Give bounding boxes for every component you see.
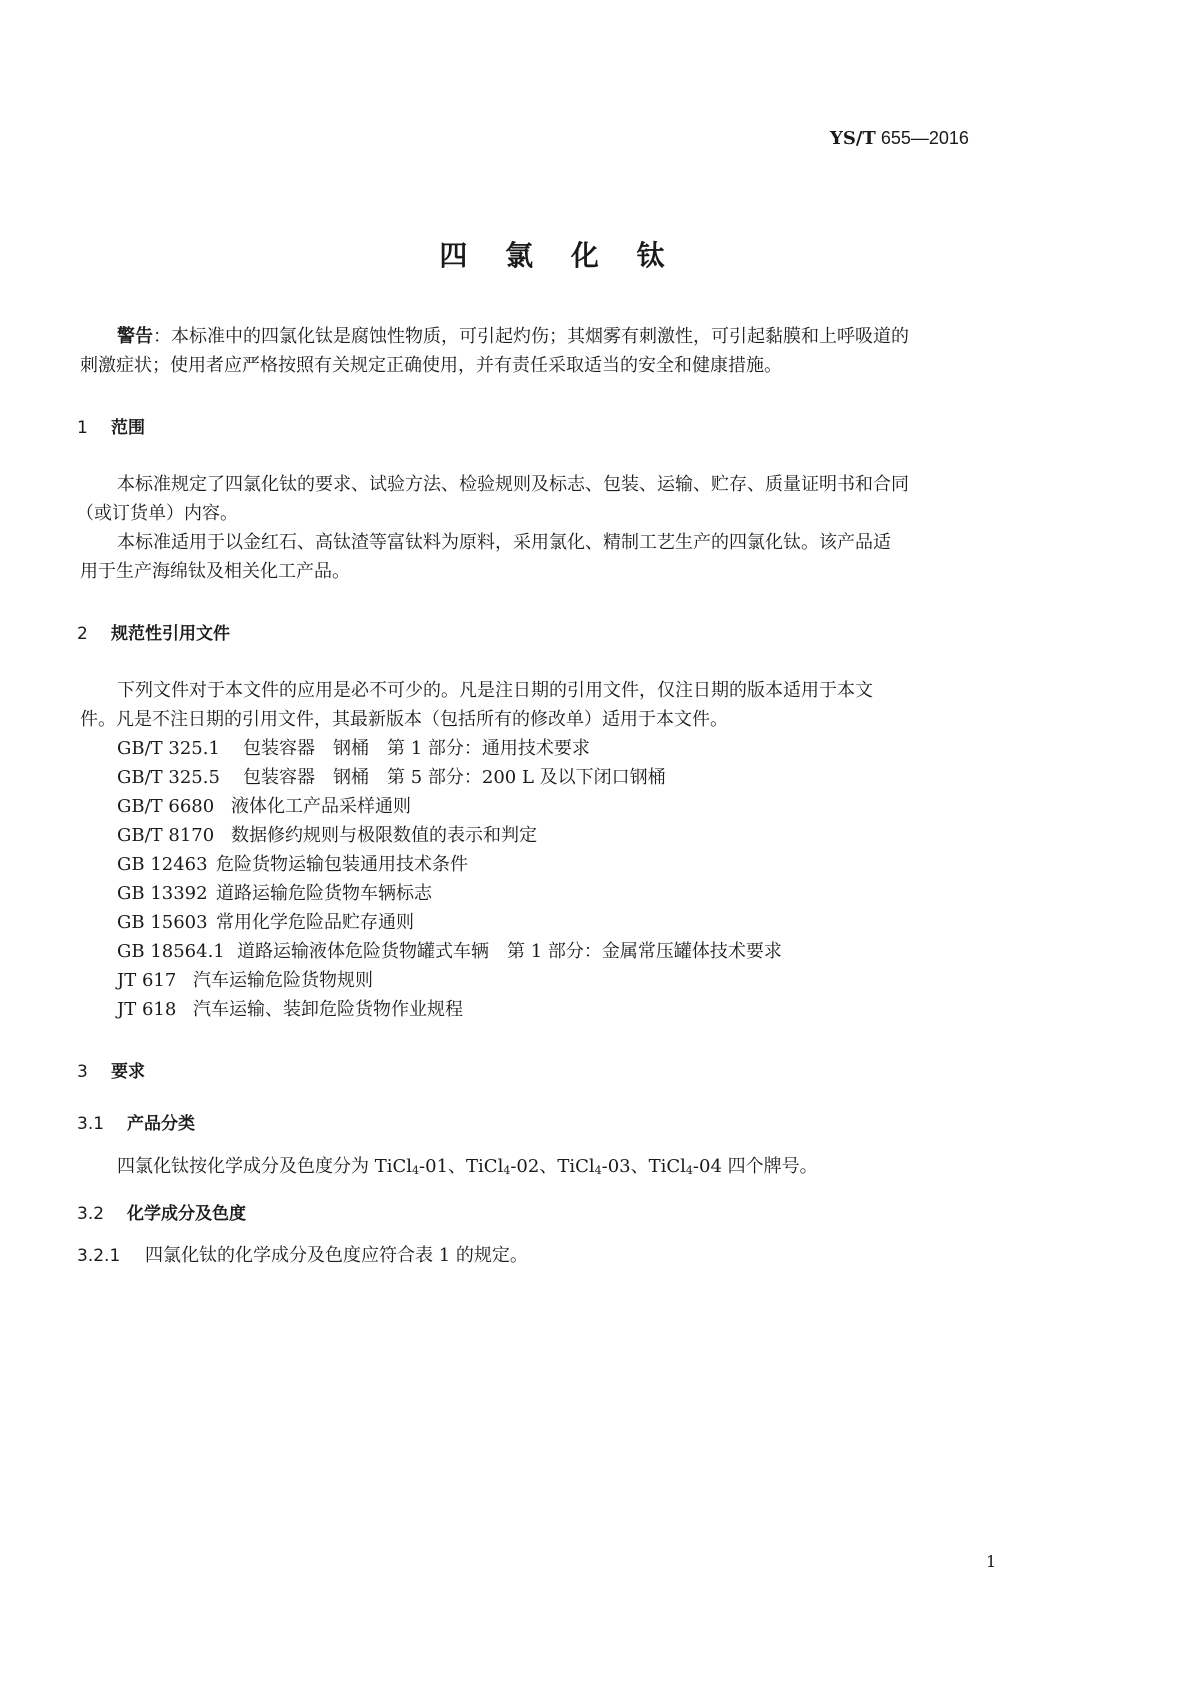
section-3-2-1-text xyxy=(77,1241,528,1271)
reference-code: GB/T 6680 xyxy=(117,796,215,817)
section-1-p1-line2: （或订货单）内容。 xyxy=(76,503,238,524)
section-3-heading xyxy=(77,1057,145,1082)
reference-title: 数据修约规则与极限数值的表示和判定 xyxy=(231,825,537,846)
reference-item xyxy=(117,850,468,879)
section-3-2-1-content: 四氯化钛的化学成分及色度应符合表 1 的规定。 xyxy=(145,1245,528,1266)
reference-code: GB 15603 xyxy=(117,912,208,933)
grade-3-sub: 4 xyxy=(594,1164,602,1177)
reference-item xyxy=(117,879,432,908)
section-3-2-title: 化学成分及色度 xyxy=(127,1204,246,1224)
reference-title: 危险货物运输包装通用技术条件 xyxy=(216,854,468,875)
standard-code-prefix: YS/T xyxy=(830,128,876,149)
reference-title: 道路运输危险货物车辆标志 xyxy=(216,883,432,904)
section-2-intro-line1: 下列文件对于本文件的应用是必不可少的。凡是注日期的引用文件，仅注日期的版本适用于本文 xyxy=(117,680,873,701)
warning-line-2: 刺激症状；使用者应严格按照有关规定正确使用，并有责任采取适当的安全和健康措施。 xyxy=(80,355,782,376)
grades-intro: 四氯化钛按化学成分及色度分为 xyxy=(117,1156,375,1177)
standard-code-number: 655—2016 xyxy=(875,128,969,148)
section-3-number: 3 xyxy=(77,1062,88,1082)
grade-3 xyxy=(557,1156,630,1177)
grade-4-base: TiCl xyxy=(648,1156,686,1177)
reference-item xyxy=(117,966,373,995)
reference-title: 液体化工产品采样通则 xyxy=(231,796,411,817)
section-3-1-title: 产品分类 xyxy=(127,1114,195,1134)
grade-1 xyxy=(375,1156,448,1177)
section-3-1-number: 3.1 xyxy=(77,1114,105,1134)
reference-item xyxy=(117,995,463,1024)
grade-1-base: TiCl xyxy=(374,1156,413,1177)
section-3-2-1-number: 3.2.1 xyxy=(77,1246,121,1266)
section-1-heading xyxy=(77,413,145,438)
reference-title: 汽车运输危险货物规则 xyxy=(193,970,373,991)
reference-code: JT 618 xyxy=(117,999,177,1020)
grade-3-base: TiCl xyxy=(557,1156,595,1177)
grade-separator: 、 xyxy=(448,1156,467,1177)
reference-item xyxy=(117,821,537,850)
section-3-1-text xyxy=(117,1152,818,1185)
reference-item xyxy=(117,908,414,937)
section-3-2-number: 3.2 xyxy=(77,1204,105,1224)
warning-label: 警告 xyxy=(117,326,153,347)
grade-1-sub: 4 xyxy=(412,1164,420,1177)
reference-code: GB 18564.1 xyxy=(117,941,225,962)
grade-4-suffix: -04 xyxy=(692,1156,722,1177)
section-1-number: 1 xyxy=(77,418,88,438)
grade-separator: 、 xyxy=(630,1156,649,1177)
grade-3-suffix: -03 xyxy=(601,1156,631,1177)
section-3-1-heading xyxy=(77,1109,195,1134)
warning-line-1 xyxy=(117,322,909,351)
warning-text-1: ：本标准中的四氯化钛是腐蚀性物质，可引起灼伤；其烟雾有刺激性，可引起黏膜和上呼吸道的 xyxy=(153,326,909,347)
section-2-title: 规范性引用文件 xyxy=(111,624,230,644)
standard-code xyxy=(830,128,969,149)
reference-code: GB 12463 xyxy=(117,854,208,875)
reference-title: 道路运输液体危险货物罐式车辆 第 1 部分：金属常压罐体技术要求 xyxy=(237,941,782,962)
grades-outro: 四个牌号。 xyxy=(721,1156,818,1177)
grade-1-suffix: -01 xyxy=(419,1156,449,1177)
grade-2-suffix: -02 xyxy=(510,1156,540,1177)
document-title: 四 氯 化 钛 xyxy=(439,239,679,272)
section-3-2-heading xyxy=(77,1199,246,1224)
reference-code: JT 617 xyxy=(117,970,177,991)
reference-code: GB/T 325.1 xyxy=(117,738,220,759)
page-number: 1 xyxy=(986,1552,997,1571)
reference-title: 汽车运输、装卸危险货物作业规程 xyxy=(193,999,463,1020)
reference-item xyxy=(117,734,590,763)
reference-title: 包装容器 钢桶 第 5 部分：200 L 及以下闭口钢桶 xyxy=(243,767,666,788)
section-3-title: 要求 xyxy=(111,1062,145,1082)
section-1-title: 范围 xyxy=(111,418,145,438)
reference-code: GB/T 325.5 xyxy=(117,767,220,788)
reference-title: 常用化学危险品贮存通则 xyxy=(216,912,414,933)
reference-code: GB/T 8170 xyxy=(117,825,215,846)
grade-2-sub: 4 xyxy=(503,1164,511,1177)
grade-2-base: TiCl xyxy=(466,1156,504,1177)
section-2-number: 2 xyxy=(77,624,88,644)
section-1-p2-line2: 用于生产海绵钛及相关化工产品。 xyxy=(80,561,350,582)
grade-2 xyxy=(466,1156,539,1177)
section-1-p2-line1: 本标准适用于以金红石、高钛渣等富钛料为原料，采用氯化、精制工艺生产的四氯化钛。该产品适 xyxy=(117,532,891,553)
grade-separator: 、 xyxy=(539,1156,558,1177)
grade-4-sub: 4 xyxy=(685,1164,693,1177)
reference-item xyxy=(117,763,666,792)
section-1-p1-line1: 本标准规定了四氯化钛的要求、试验方法、检验规则及标志、包装、运输、贮存、质量证明书和合同 xyxy=(117,474,909,495)
section-2-heading xyxy=(77,619,230,644)
grade-4 xyxy=(649,1156,722,1177)
reference-title: 包装容器 钢桶 第 1 部分：通用技术要求 xyxy=(243,738,590,759)
reference-item xyxy=(117,792,411,821)
reference-code: GB 13392 xyxy=(117,883,208,904)
reference-item xyxy=(117,937,782,966)
section-2-intro-line2: 件。凡是不注日期的引用文件，其最新版本（包括所有的修改单）适用于本文件。 xyxy=(80,709,728,730)
